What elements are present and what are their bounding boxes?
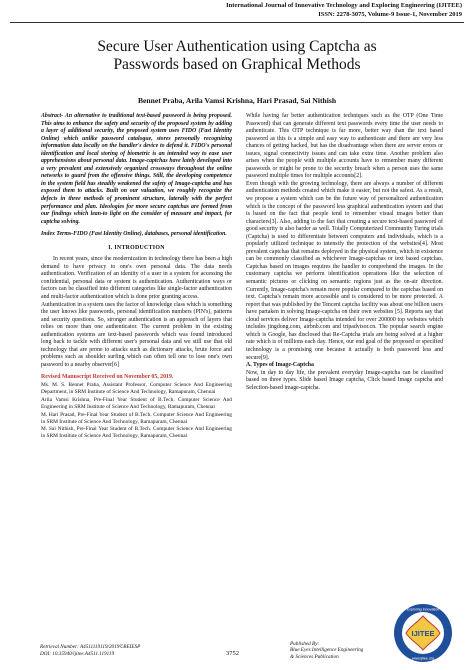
footer-retrieval [40,644,140,657]
abstract-lead: Abstract- [41,113,64,119]
bio-hari: M. Hari Prasad, Pre-Final Year Student of B.Tech. Computer Science And Engineering in SRM Institute of Science And Technology, Ramapuram, Chennai [41,411,232,425]
journal-header [226,2,462,19]
bio-arila: Arila Vamsi Krishna, Pre-Final Year Student of B.Tech. Computer Science And Engineering in SRM Institute of Science And Technology, Ramapuram, Chennai [41,396,232,410]
revised-note: Revised Manuscript Received on November 05, 2019. [41,373,174,380]
logo-ring-text: Exploring Innovation [406,607,440,612]
subheading-types: A. Types of Image-Captcha [246,362,314,369]
right-paragraph-2: Even though with the growing technology, there are always a number of different authentication methods created which make it easier, but not the safest. As a result, we propose a system which can be the future way of personalized authentication which is the concept of the password less graphical authentication system and that is based on the fact that people tend to remember visual images better than characters[3]. Also, adding to the fact that creating a secure text-based password of good security is also harder as well. Totally Computerized Community Turing trials (Captcha) is used to differentiate between computers and individuals, which is a popularly utilized technique to intensify the protection of the websites[4]. Most prevalent captchas that remains deployed in the physical system, which in existence can be commonly classified as whichever Image-captchas or text based captchas. Captchas based on images requires the handler to comprehend the images. In the customary captcha we perform identification operations like the selection of semantic pictures or clicking on semantic regions just as the on-air direction. Currently, Image-captcha's remain more popular compared to the captchas based on text. Captcha's remain more accessible and is considered to be more protected. A report that was published by the Tencent captcha facility was about one billion users have partaken in solving Image-captcha on their own websites [5]. Reports say that cloud services deliver Image-captcha intended for over 200000 top websites which includes jingdong.com, airbnb.com and tripadvisor.cn. The popular search engine which is Google, has disclosed that Re-Captcha trials are being solved at a higher rate which is of millions each day. Hence, our end goal of the proposed or specified technology is a promising one because it actually is both password less and secure[9]. [246,180,443,361]
journal-name: International Journal of Innovative Technology and Exploring Engineering (IJITEE) [226,2,462,9]
right-paragraph-1: While having far better authentication techniques such as the OTP (One Time Password) that can generate different text passwords every time the user needs to authenticate. This OTP technique is far more, better way than the text based password as this is a simple and easy way to authenticate and there are very less chances of getting hacked, but has the disadvantage when there are server errors or issues, signal connectivity issues and can take extra time. Another problem also arises when the people with multiple accounts have to remember many different passwords or might be prone to the security breach when a person uses the same password multiple times for multiple accounts[2]. [246,113,443,180]
logo-www: www.ijitee.org [411,656,435,661]
title-line-2: Passwords based on Graphical Methods [113,56,361,73]
paper-title [20,38,454,74]
index-terms: Index Terms-FIDO (Fast Identity Online), databases, personal identification. [41,231,227,238]
section-heading-introduction: I. INTRODUCTION [108,244,165,251]
retrieval-number: Retrieval Number: A4511119119/2019©BEIESP [40,644,141,650]
publisher-line-2: & Sciences Publication [290,653,339,660]
logo-text: IJITEE [411,629,435,638]
issn-line: ISSN: 2278-3075, Volume-9 Issue-1, November 2019 [318,10,462,18]
author-bios [41,382,232,440]
abstract-text: An alternative to traditional text-based password is being proposed. This aims to enhance the safety and security of the proposed system by adding a layer of additional security, the proposed system uses FIDO (Fast Identity Online) which unlike password catalogue, stores personally recognizing information data locally on the handler's device to defend it. FIDO's personal identification and local storing of biometric is an intended way to ease user apprehensions about personal data. Image-captchas have lately developed into a very prevalent and extensively organized crossways throughout the online networks to guard from the offensive things. Still, the developing competence in the system field has steadily weakened the safety of Image-captcha and has exposed them to attacks. Built on our valuation, we roughly recognize the defects in three methods of prominent structure, laterally with the perfect performance and plan. Ideologies for more secure captchas are formed from our findings which lean-to light on the consider of measure and impact, for captcha solving. [41,113,232,225]
author-list: Bennet Praba, Arila Vamsi Krishna, Hari Prasad, Sai Nithish [137,96,337,105]
footer-publisher [290,641,363,661]
types-paragraph: Now, in day to day life, the prevalent everyday Image-captcha can be classified based on three types. Slide based Image captcha, Click based Image captcha and Selection-based image-captcha. [246,369,443,391]
title-line-1: Secure User Authentication using Captcha as [97,38,377,55]
abstract [41,113,232,226]
intro-paragraph-1: In recent years, since the modernization in technology there has been a high demand to have privacy to one's own personal data. The data needs authentication. Verification of an identity of a user in a system for accessing the confidential, personal data or system is authentication. Authentication ways or factors can be classified into different categories like single-factor authentication and multi-factor authentication which is done prior granting access. [41,256,232,301]
doi: DOI: 10.35940/ijitee.A4511.119119 [40,650,115,657]
intro-paragraph-2: Authentication in a system uses the factor of knowledge class which is something the user knows like passwords, personal identification numbers (PIN's), patterns and security questions. So, stronger authentication is an approach of layers that relies on more than one authenticator. The current problem in the existing authentication systems are text-based passwords which was found introduced long back to tackle with different user's personal data and we still use that old technology that are prone to attacks such as dictionary attacks, brute force and problems such as shoulder surfing which can often tell one to lose one's own password to a nearby observer[6] [41,301,232,368]
page-number: 3752 [226,649,239,657]
published-by: Published By: [290,640,320,647]
left-column [41,113,232,440]
header-rule [10,22,464,23]
bio-bennet: Ms. M. S. Bennet Praba, Assistant Professor, Computer Science And Engineering Department, in SRM Institute of Science And Technology, Ramapuram, Chennai [41,382,232,395]
ijitee-logo-icon [392,602,454,664]
publisher-line-1: Blue Eyes Intelligence Engineering [290,647,364,653]
right-column [246,113,443,392]
bio-sai: M. Sai Nithish, Pre-Final Year Student of B.Tech. Computer Science And Engineering in SRM Institute of Science And Technology, Ramapuram, Chennai [41,426,232,440]
